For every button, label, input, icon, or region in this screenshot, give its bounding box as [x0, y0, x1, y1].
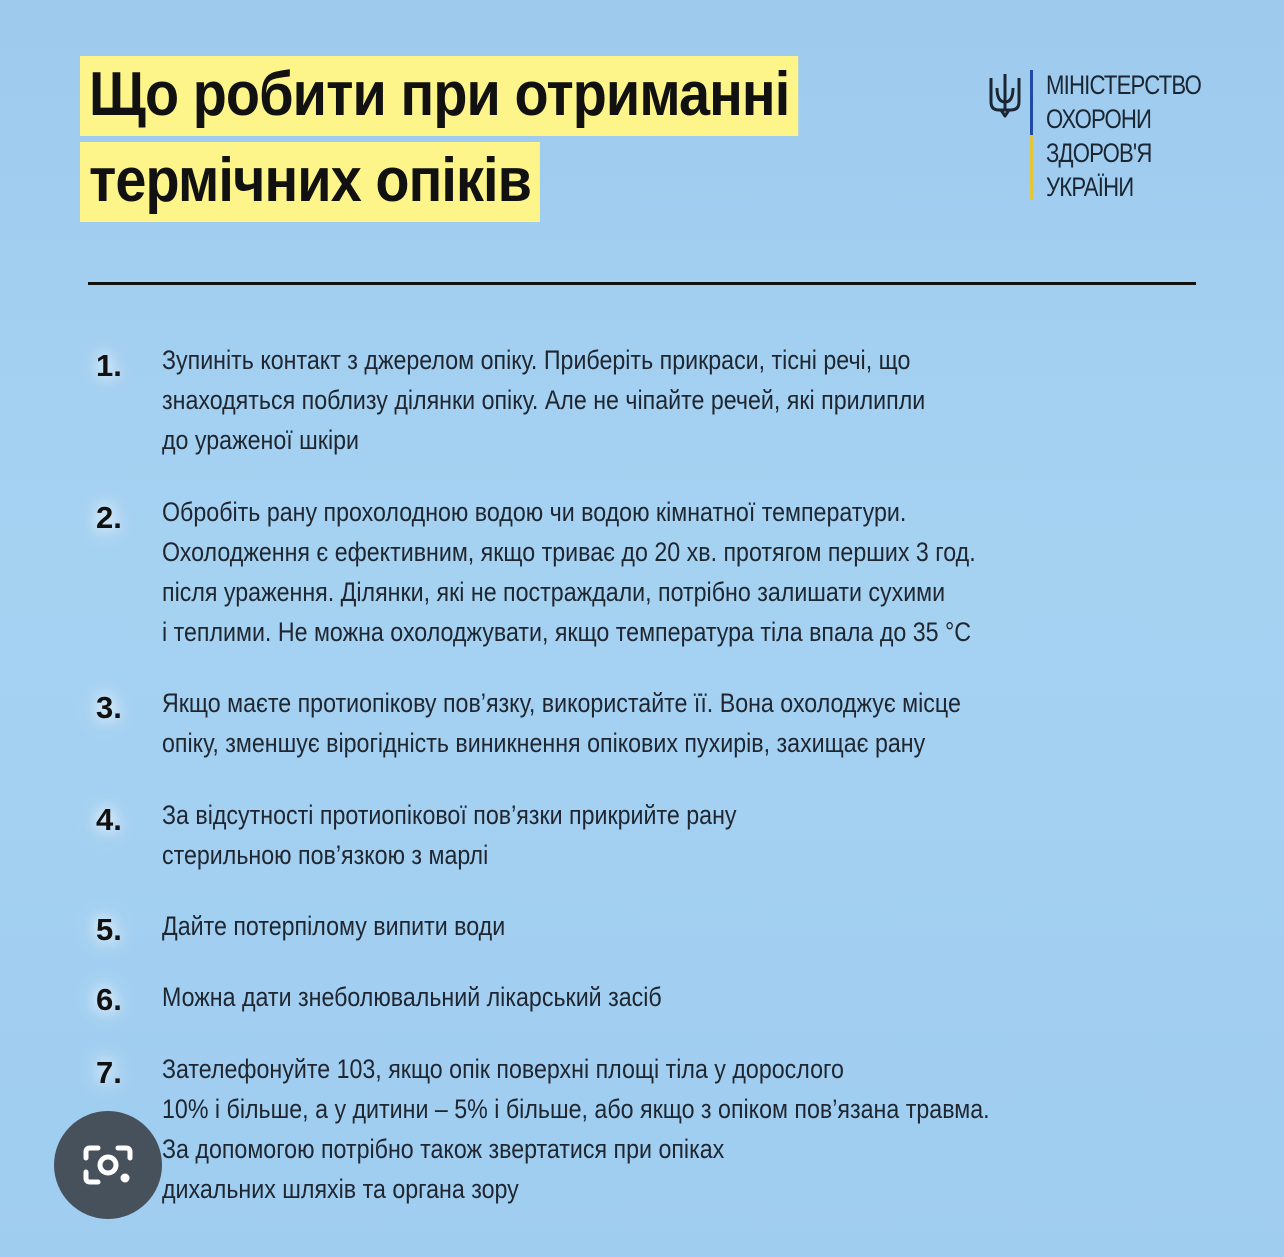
- ministry-name-line-1: МІНІСТЕРСТВО: [1046, 70, 1201, 100]
- ministry-name-line-4: УКРАЇНИ: [1046, 172, 1134, 202]
- step-line: Дайте потерпілому випити води: [162, 911, 506, 941]
- step-text: [162, 977, 1074, 1017]
- step-line: опіку, зменшує вірогідність виникнення опікових пухирів, захищає рану: [162, 728, 926, 758]
- step-line: до ураженої шкіри: [162, 425, 360, 455]
- step-text: [162, 683, 1074, 763]
- ministry-name-line-3: ЗДОРОВ'Я: [1046, 138, 1152, 168]
- step-line: дихальних шляхів та органа зору: [162, 1174, 519, 1204]
- step-line: Можна дати знеболювальний лікарський засіб: [162, 982, 662, 1012]
- ministry-name-line-2: ОХОРОНИ: [1046, 104, 1152, 134]
- step-text: [162, 906, 1074, 946]
- step-number: 3.: [96, 690, 122, 725]
- trident-icon: [988, 72, 1022, 118]
- step-number: 6.: [96, 982, 122, 1017]
- title-line-1: Що робити при отриманні: [80, 56, 798, 136]
- step-line: і теплими. Не можна охолоджувати, якщо температура тіла впала до 35 °С: [162, 617, 972, 647]
- title: [80, 56, 878, 222]
- step-number: 4.: [96, 802, 122, 837]
- step-line: стерильною пов’язкою з марлі: [162, 840, 489, 870]
- step-number: 7.: [96, 1055, 122, 1090]
- logo-divider: [1030, 70, 1033, 200]
- step-line: За відсутності протиопікової пов’язки прикрийте рану: [162, 800, 737, 830]
- step-line: Охолодження є ефективним, якщо триває до 20 хв. протягом перших 3 год.: [162, 537, 976, 567]
- step-number: 5.: [96, 912, 122, 947]
- step-text: [162, 795, 1074, 875]
- step-line: Обробіть рану прохолодною водою чи водою кімнатної температури.: [162, 497, 907, 527]
- step-text: [162, 492, 1074, 652]
- step-text: [162, 340, 1074, 460]
- step-text: [162, 1049, 1074, 1209]
- visual-search-icon: [80, 1140, 136, 1190]
- step-number: 2.: [96, 500, 122, 535]
- visual-search-button[interactable]: [54, 1111, 162, 1219]
- ministry-name: [1046, 68, 1201, 204]
- step-number: 1.: [96, 348, 122, 383]
- title-line-2: термічних опіків: [80, 142, 540, 222]
- step-line: Якщо маєте протиопікову пов’язку, використайте її. Вона охолоджує місце: [162, 688, 961, 718]
- step-line: Зупиніть контакт з джерелом опіку. Приберіть прикраси, тісні речі, що: [162, 345, 911, 375]
- step-line: Зателефонуйте 103, якщо опік поверхні площі тіла у дорослого: [162, 1054, 844, 1084]
- step-line: За допомогою потрібно також звертатися при опіках: [162, 1134, 725, 1164]
- divider-line: [88, 282, 1196, 285]
- step-line: після ураження. Ділянки, які не постраждали, потрібно залишати сухими: [162, 577, 946, 607]
- step-line: знаходяться поблизу ділянки опіку. Але не чіпайте речей, які прилипли: [162, 385, 926, 415]
- step-line: 10% і більше, а у дитини – 5% і більше, або якщо з опіком пов’язана травма.: [162, 1094, 990, 1124]
